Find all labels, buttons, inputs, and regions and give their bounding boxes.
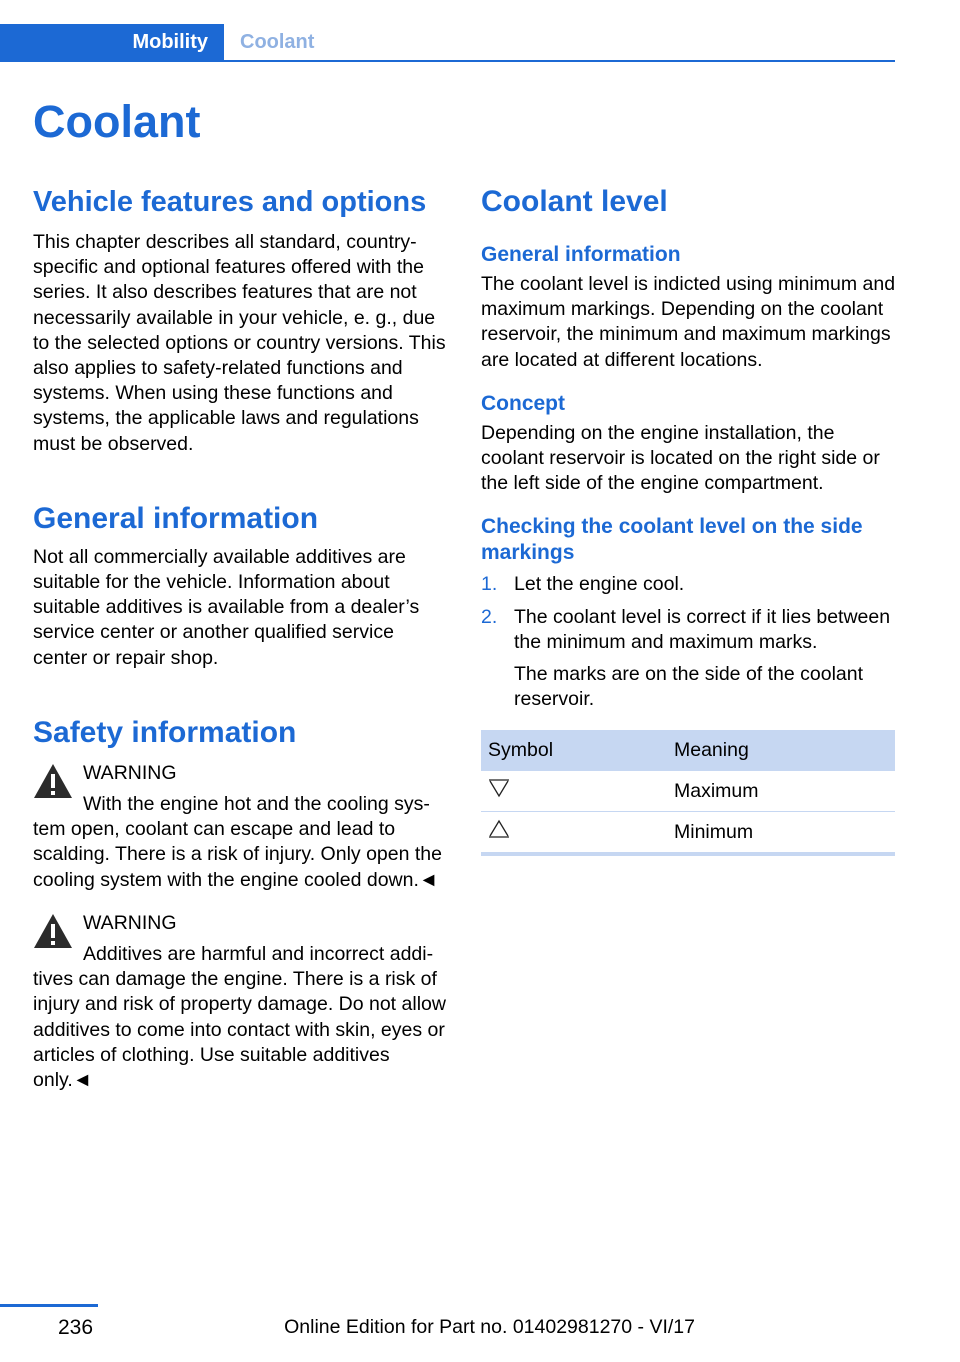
minimum-mark-icon [488,819,510,839]
symbol-cell [481,771,667,812]
column-header-symbol: Symbol [488,738,554,761]
vehicle-features-text: This chapter describes all standard, country-specific and optional features offered with the series. It also describes features that are not necessarily available in your vehicle, e. g., due to the selected options or country versions. This also applies to safety-related functions and systems. When using these functions and systems, the applicable laws and regulations must be observed. [33,231,446,455]
coolant-level-heading: Coolant level [481,185,668,218]
table-row [481,771,895,812]
step-number: 2. [481,605,498,628]
safety-information-heading: Safety information [33,715,297,749]
concept-subheading: Concept [481,391,565,415]
checking-subheading: Checking the coolant level on the side markings [481,515,863,565]
warning-1-first-line: With the engine hot and the cooling sys- [83,793,430,816]
maximum-mark-icon [488,778,510,798]
warning-2-title: WARNING [83,911,177,934]
warning-block-2 [33,911,453,1093]
step-text: The coolant level is correct if it lies between the minimum and maximum marks. [514,605,891,653]
step-number: 1. [481,573,498,596]
step-note: The marks are on the side of the coolant reservoir. [514,663,864,711]
symbol-cell [481,812,667,855]
edition-note: Online Edition for Part no. 01402981270 - VI/17 [284,1316,695,1338]
tab-mobility[interactable]: Mobility [0,24,224,60]
general-information-text: Not all commercially available additives are suitable for the vehicle. Information about suitable additives is available from a dealer’s service center or another qualified service center or repair shop. [33,545,420,669]
footer-divider [0,1304,98,1307]
page-number: 236 [58,1316,94,1339]
general-information-subheading: General information [481,243,681,266]
table-header-row [481,730,895,771]
list-item [481,605,901,713]
list-item [481,572,901,597]
meaning-cell: Maximum [667,771,895,812]
warning-1-text: tem open, coolant can escape and lead to scalding. There is a risk of injury. Only open the cooling system with the engine cooled down.◄ [33,818,442,891]
warning-triangle-icon [33,763,73,799]
warning-block-1 [33,761,453,893]
table-row [481,812,895,855]
meaning-cell: Minimum [667,812,895,855]
warning-2-text: tives can damage the engine. There is a risk of injury and risk of property damage. Do not allow additives to come into contact with skin, eyes or articles of clothing. Use suitable additives only.◄ [33,968,446,1092]
coolant-general-text: The coolant level is indicted using minimum and maximum markings. Depending on the coolant reservoir, the minimum and maximum markings are located at different locations. [481,273,896,371]
warning-triangle-icon [33,913,73,949]
header-tab-bar [0,24,895,62]
tab-coolant[interactable]: Coolant [240,30,315,53]
concept-text: Depending on the engine installation, the coolant reservoir is located on the right side or the left side of the engine compartment. [481,421,880,495]
left-column [33,180,453,1093]
vehicle-features-heading: Vehicle features and options [33,186,427,218]
right-column [481,180,901,856]
warning-1-title: WARNING [83,761,177,784]
column-header-meaning: Meaning [674,738,749,761]
symbol-table [481,730,895,856]
general-information-heading: General information [33,501,319,535]
page-title: Coolant [33,96,201,147]
warning-2-first-line: Additives are harmful and incorrect addi- [83,943,434,966]
step-text: Let the engine cool. [514,573,685,596]
steps-list [481,572,901,712]
